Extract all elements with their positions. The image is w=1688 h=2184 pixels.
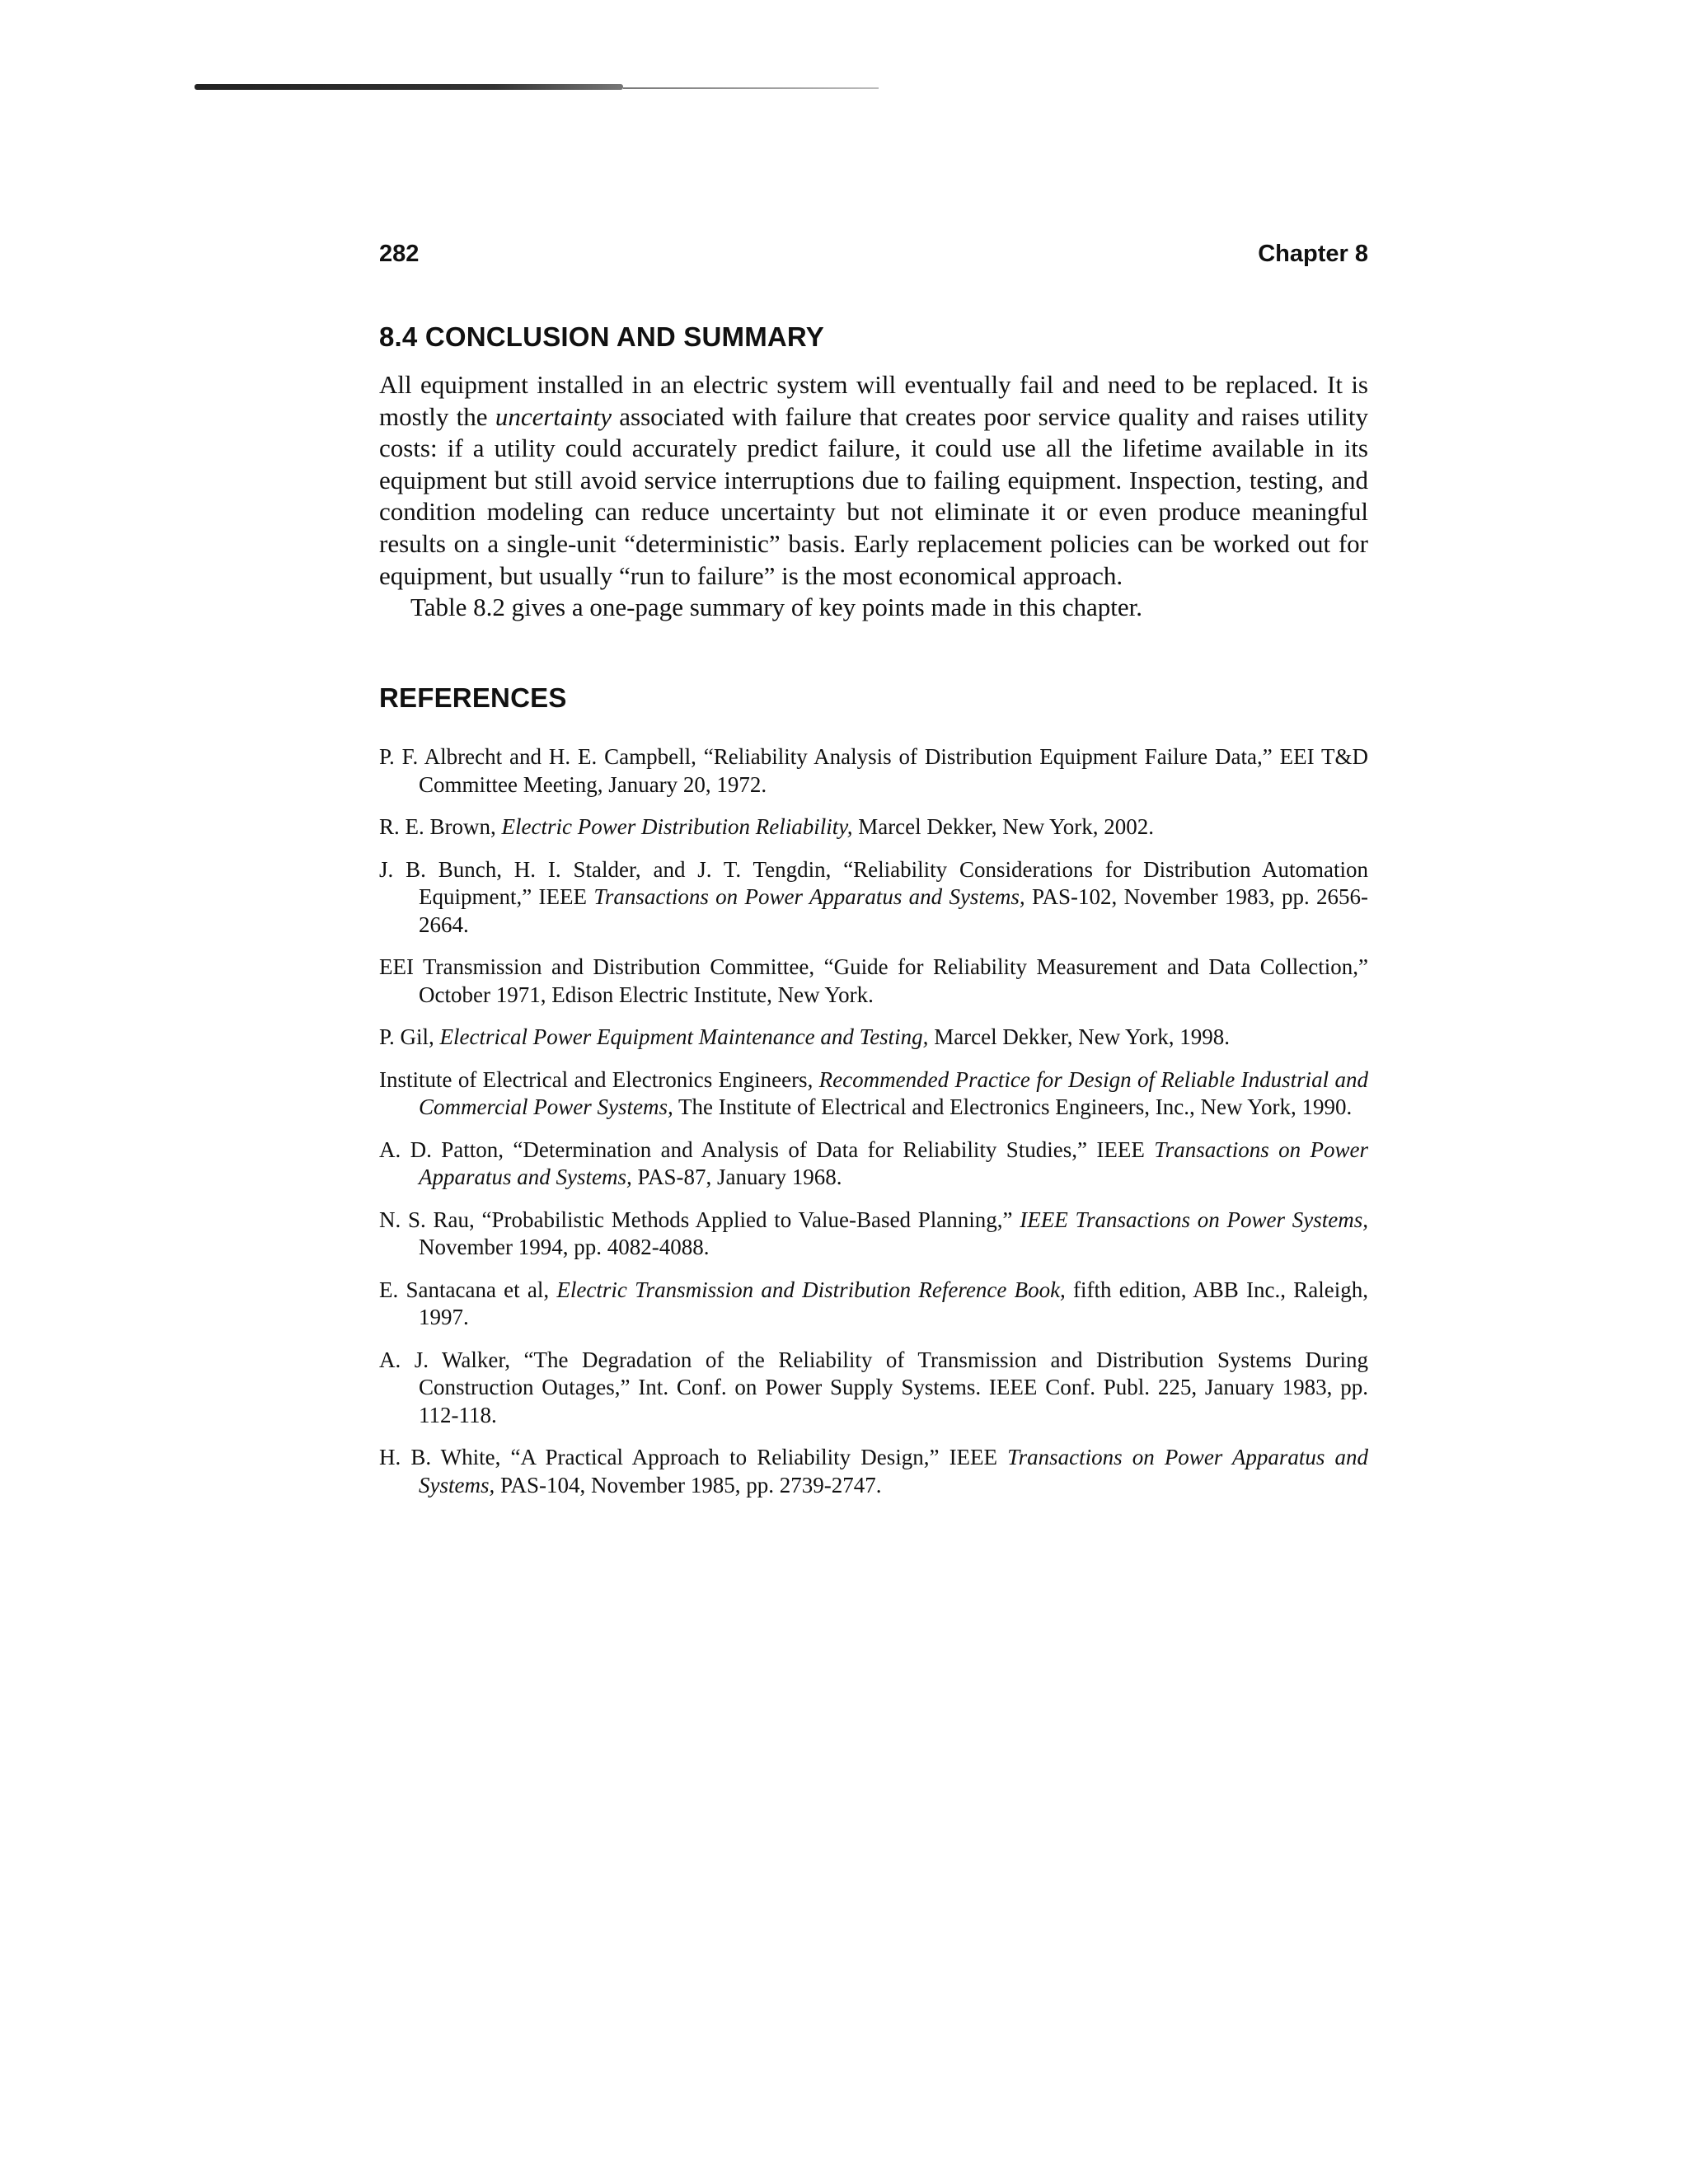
reference-text-end: fifth edition, ABB Inc., Raleigh, 1997. [419,1277,1368,1329]
reference-item [379,1066,1368,1122]
reference-italic: Transactions on Power Apparatus and Systems, [419,1445,1368,1497]
page-number: 282 [379,241,420,267]
reference-text: N. S. Rau, “Probabilistic Methods Applied to Value-Based Planning,” [379,1207,1020,1232]
top-rule-thin [623,87,879,89]
reference-italic: Transactions on Power Apparatus and Systems, [593,884,1025,909]
chapter-label: Chapter 8 [1258,241,1368,267]
reference-text-end: November 1994, pp. 4082-4088. [419,1235,710,1259]
reference-italic: IEEE Transactions on Power Systems, [1020,1207,1368,1232]
reference-item [379,743,1368,799]
reference-text-end: PAS-102, November 1983, pp. 2656-2664. [419,884,1369,937]
paragraph-1-end: associated with failure that creates poor service quality and raises utility costs: if a utility could accurately predict failure, it could use all the lifetime available in its equipment but still avoid service interruptions due to failing equipment. Inspection, testing, and condition modeling can reduce uncertainty but not eliminate it or even produce meaningful results on a single-unit “deterministic” basis. Early replacement policies can be worked out for equipment, but usually “run to failure” is the most economical approach. [379,401,1368,590]
reference-text: H. B. White, “A Practical Approach to Reliability Design,” IEEE [379,1445,1008,1469]
reference-text-end: Marcel Dekker, New York, 1998. [928,1024,1231,1049]
emphasis-uncertainty: uncertainty [495,401,612,431]
top-rule [195,81,689,92]
reference-italic: Transactions on Power Apparatus and Systems, [419,1137,1368,1189]
reference-item [379,1137,1368,1192]
reference-italic: Recommended Practice for Design of Reliable Industrial and Commercial Power Systems, [419,1066,1369,1119]
reference-text-end: PAS-87, January 1968. [631,1165,842,1189]
reference-text: J. B. Bunch, H. I. Stalder, and J. T. Tengdin, “Reliability Considerations for Distribution Automation Equipment,” IEEE [379,856,1368,909]
top-rule-thick [195,84,623,90]
reference-text: P. Gil, [379,1024,440,1049]
reference-item [379,813,1368,841]
reference-item [379,954,1368,1009]
references-list [379,743,1368,1514]
reference-text: R. E. Brown, [379,814,502,839]
reference-text: E. Santacana et al, [379,1277,557,1302]
reference-item [379,1444,1368,1499]
running-header [379,241,1368,274]
paragraph-2: Table 8.2 gives a one-page summary of key points made in this chapter. [410,593,1142,622]
references-heading: REFERENCES [379,682,567,713]
reference-text: P. F. Albrecht and H. E. Campbell, “Reliability Analysis of Distribution Equipment Failure Data,” EEI T&D Committee Meeting, January 20, 1972. [379,744,1368,797]
reference-item [379,1207,1368,1262]
reference-item [379,1347,1368,1430]
reference-text: A. D. Patton, “Determination and Analysis of Data for Reliability Studies,” IEEE [379,1137,1155,1162]
reference-text-end: PAS-104, November 1985, pp. 2739-2747. [495,1472,882,1497]
section-heading: 8.4 CONCLUSION AND SUMMARY [379,321,824,352]
reference-item [379,1024,1368,1052]
reference-text: EEI Transmission and Distribution Committee, “Guide for Reliability Measurement and Data Collection,” October 1971, Edison Electric Institute, New York. [379,954,1368,1007]
reference-text: A. J. Walker, “The Degradation of the Reliability of Transmission and Distribution Systems During Construction Outages,” Int. Conf. on Power Supply Systems. IEEE Conf. Publ. 225, January 1983, pp. 112-118. [379,1347,1368,1427]
reference-text-end: The Institute of Electrical and Electronics Engineers, Inc., New York, 1990. [673,1094,1353,1119]
paragraph-1 [379,369,1368,592]
reference-italic: Electrical Power Equipment Maintenance and Testing, [439,1024,929,1049]
reference-item [379,856,1368,940]
reference-italic: Electric Power Distribution Reliability, [501,814,853,839]
reference-italic: Electric Transmission and Distribution Reference Book, [556,1277,1066,1302]
reference-text: Institute of Electrical and Electronics Engineers, [379,1066,819,1092]
section-body [379,369,1368,624]
paragraph-1-start: All equipment installed in an electric system will eventually fail and need to be replaced. It is mostly the [379,370,1368,431]
reference-text-end: Marcel Dekker, New York, 2002. [852,814,1155,839]
reference-item [379,1277,1368,1332]
